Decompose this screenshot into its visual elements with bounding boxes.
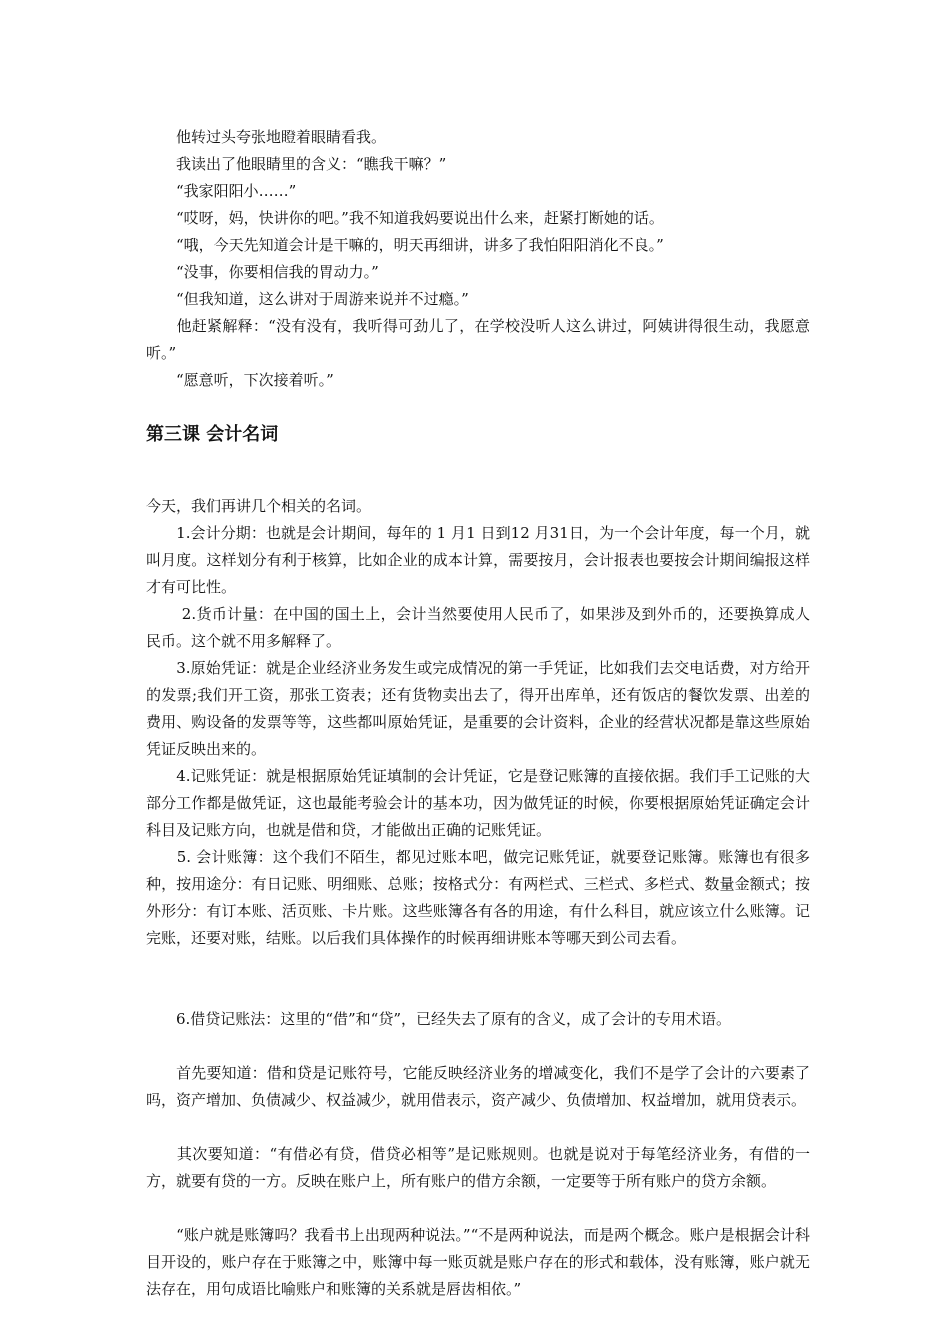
section-title: 第三课 会计名词	[146, 424, 279, 445]
dialogue-paragraph: “但我知道，这么讲对于周游来说并不过瘾。”	[146, 290, 469, 308]
lesson-paragraph: 首先要知道：借和贷是记账符号，它能反映经济业务的增减变化，我们不是学了会计的六要素了吗，资产增加、负债减少、权益减少，就用借表示，资产减少、负债增加、权益增加，就用贷表示。	[146, 1064, 810, 1109]
dialogue-paragraph: 他赶紧解释：“没有没有，我听得可劲儿了，在学校没听人这么讲过，阿姨讲得很生动，我愿意听。”	[146, 317, 810, 362]
lesson-paragraph: 6.借贷记账法：这里的“借”和“贷”，已经失去了原有的含义，成了会计的专用术语。	[146, 1010, 731, 1028]
dialogue-paragraph: “哎呀，妈，快讲你的吧。”我不知道我妈要说出什么来，赶紧打断她的话。	[146, 209, 664, 227]
dialogue-paragraph: “愿意听，下次接着听。”	[146, 371, 334, 389]
lesson-paragraph: 1.会计分期：也就是会计期间，每年的 1 月1 日到12 月31日，为一个会计年度，每一个月，就叫月度。这样划分有利于核算，比如企业的成本计算，需要按月，会计报表也要按会计期间编报这样才有可比性。	[146, 524, 810, 596]
lesson-paragraph: 2.货币计量：在中国的国土上，会计当然要使用人民币了，如果涉及到外币的，还要换算成人民币。这个就不用多解释了。	[146, 605, 810, 650]
dialogue-paragraph: “我家阳阳小……”	[146, 182, 297, 200]
lesson-paragraph: 其次要知道：“有借必有贷，借贷必相等”是记账规则。也就是说对于每笔经济业务，有借的一方，就要有贷的一方。反映在账户上，所有账户的借方余额，一定要等于所有账户的贷方余额。	[146, 1145, 810, 1190]
dialogue-paragraph: “没事，你要相信我的胃动力。”	[146, 263, 379, 281]
lesson-paragraph: 5. 会计账簿：这个我们不陌生，都见过账本吧，做完记账凭证，就要登记账簿。账簿也有很多种，按用途分：有日记账、明细账、总账；按格式分：有两栏式、三栏式、多栏式、数量金额式；按外形分：有订本账、活页账、卡片账。这些账簿各有各的用途，有什么科目，就应该立什么账簿。记完账，还要对账，结账。以后我们具体操作的时候再细讲账本等哪天到公司去看。	[146, 848, 810, 947]
lesson-paragraph: 4.记账凭证：就是根据原始凭证填制的会计凭证，它是登记账簿的直接依据。我们手工记账的大部分工作都是做凭证，这也最能考验会计的基本功，因为做凭证的时候，你要根据原始凭证确定会计科目及记账方向，也就是借和贷，才能做出正确的记账凭证。	[146, 767, 810, 839]
lesson-paragraph: 3.原始凭证：就是企业经济业务发生或完成情况的第一手凭证，比如我们去交电话费，对方给开的发票;我们开工资，那张工资表；还有货物卖出去了，得开出库单，还有饭店的餐饮发票、出差的费用、购设备的发票等等，这些都叫原始凭证，是重要的会计资料，企业的经营状况都是靠这些原始凭证反映出来的。	[146, 659, 810, 758]
lesson-paragraph: “账户就是账簿吗？我看书上出现两种说法。”“不是两种说法，而是两个概念。账户是根据会计科目开设的，账户存在于账簿之中，账簿中每一账页就是账户存在的形式和载体，没有账簿，账户就无法存在，用句成语比喻账户和账簿的关系就是唇齿相依。”	[146, 1226, 810, 1298]
dialogue-paragraph: 我读出了他眼睛里的含义：“瞧我干嘛？”	[146, 155, 447, 173]
lesson-paragraph: 今天，我们再讲几个相关的名词。	[146, 497, 372, 515]
dialogue-paragraph: 他转过头夸张地瞪着眼睛看我。	[146, 128, 387, 146]
dialogue-paragraph: “哦，今天先知道会计是干嘛的，明天再细讲，讲多了我怕阳阳消化不良。”	[146, 236, 664, 254]
